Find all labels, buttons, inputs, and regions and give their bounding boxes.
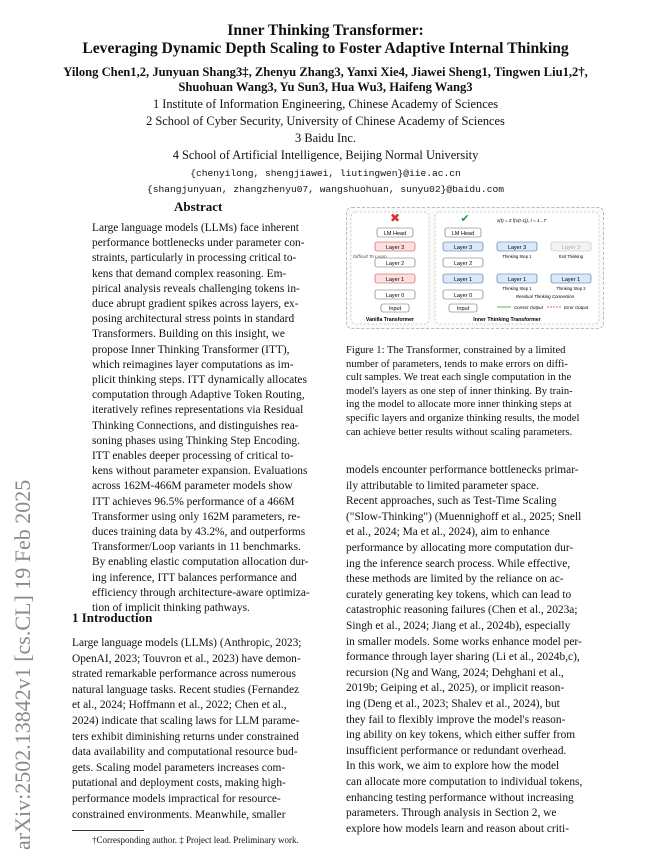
author-list-line2: Shuohuan Wang3, Yu Sun3, Hua Wu3, Haifeng Wang3 bbox=[178, 80, 473, 94]
text-line: kens without parameter expansion. Evaluations bbox=[92, 465, 308, 478]
text-line: ing the model to allocate more inner thinking steps at bbox=[346, 399, 572, 411]
text-line: duce abrupt gradient spikes across layers, ex- bbox=[92, 298, 299, 310]
difficult-label: Difficult To Learn bbox=[353, 254, 387, 259]
itt-layer2-label: Layer 2 bbox=[453, 261, 473, 267]
text-line: ("Slow-Thinking") (Muennighoff et al., 2025; Snell bbox=[346, 510, 582, 523]
vanilla-layer0-label: Layer 0 bbox=[385, 293, 405, 299]
text-line: constrained environments. Meanwhile, smaller bbox=[72, 808, 286, 821]
text-line: ters exhibit diminishing returns under constrained bbox=[72, 730, 299, 743]
text-line: posing architectural stress points in standard bbox=[92, 313, 295, 326]
text-line: strated remarkable performance across numerous bbox=[72, 668, 296, 681]
itt-layer1-step2-label: Layer 1 bbox=[561, 277, 581, 283]
section-heading: 1 Introduction bbox=[72, 610, 153, 625]
text-line: parameters. Through analysis in Section 2, we bbox=[346, 807, 557, 820]
text-line: ily attributable to limited parameter space. bbox=[346, 479, 539, 492]
thinking-step1-label: Thinking Step 1 bbox=[502, 286, 532, 291]
text-line: et al., 2024; Hoffmann et al., 2022; Chen et al., bbox=[72, 699, 287, 712]
footnote: †Corresponding author. ‡ Project lead. Preliminary work. bbox=[92, 835, 299, 845]
error-output-legend: Error Output bbox=[564, 305, 589, 310]
arxiv-identifier: arXiv:2502.13842v1 [cs.CL] 19 Feb 2025 bbox=[10, 479, 35, 850]
text-line: ing inference, ITT balances performance and bbox=[92, 571, 297, 584]
text-line: performance models impractical for resource- bbox=[72, 793, 281, 805]
itt-layer1-label: Layer 1 bbox=[453, 277, 473, 283]
text-line: which reimagines layer computations as im- bbox=[92, 358, 294, 371]
text-line: OpenAI, 2023; Touvron et al., 2023) have demon- bbox=[72, 652, 301, 665]
text-line: efficiency through architecture-aware optimiza- bbox=[92, 586, 310, 599]
text-line: soning phases using Thinking Step Encoding. bbox=[92, 434, 300, 447]
text-line: kens that demand complex reasoning. Em- bbox=[92, 267, 287, 280]
correct-output-legend: Correct Output bbox=[514, 305, 543, 310]
text-line: gets. Scaling model parameters increases com- bbox=[72, 761, 286, 774]
email-line-1: {chenyilong, shengjiawei, liutingwen}@iie.ac.cn bbox=[190, 168, 461, 179]
text-line: explore how models learn and reason about criti- bbox=[346, 822, 569, 835]
text-line: By enabling elastic computation allocation dur- bbox=[92, 556, 309, 569]
text-line: curately generating key tokens, which can lead to bbox=[346, 588, 572, 601]
vanilla-layer3-label: Layer 3 bbox=[385, 245, 405, 251]
text-line: 2024) indicate that scaling laws for LLM parame- bbox=[72, 715, 300, 727]
text-line: these methods are limited by the reliance on ac- bbox=[346, 573, 564, 586]
exit-thinking-label: Exit Thinking bbox=[559, 254, 583, 259]
text-line: models encounter performance bottlenecks primar- bbox=[346, 464, 579, 476]
vanilla-lm-head-label: LM Head bbox=[383, 231, 407, 237]
itt-input-label: Input bbox=[456, 306, 470, 312]
text-line: they fail to flexibly improve the model's reason- bbox=[346, 713, 566, 726]
text-line: In this work, we aim to explore how the model bbox=[346, 760, 560, 773]
text-line: formance through layer sharing (Li et al., 2024b,c), bbox=[346, 651, 580, 664]
affiliation-1: 1 Institute of Information Engineering, Chinese Academy of Sciences bbox=[152, 97, 499, 111]
text-line: across 162M-466M parameter models show bbox=[92, 480, 293, 493]
thinking-step1-label-top: Thinking Step 1 bbox=[502, 254, 532, 259]
abstract-heading: Abstract bbox=[174, 199, 223, 214]
text-line: ing the inference search process. While effective, bbox=[346, 557, 571, 570]
itt-layer3-exit-label: Layer 3 bbox=[561, 245, 581, 251]
text-line: data availability and computational resource bud- bbox=[72, 746, 298, 759]
itt-layer0-label: Layer 0 bbox=[453, 293, 473, 299]
text-line: propose Inner Thinking Transformer (ITT), bbox=[92, 343, 290, 356]
figure-1-diagram bbox=[347, 208, 603, 328]
itt-formula: x(t) = Σ f(x(t-1)), t = 1...T bbox=[497, 218, 547, 223]
footnote-rule bbox=[72, 830, 144, 831]
text-line: plicit thinking steps. ITT dynamically allocates bbox=[92, 374, 307, 386]
affiliation-3: 3 Baidu Inc. bbox=[295, 131, 356, 145]
itt-layer3-label: Layer 3 bbox=[453, 245, 473, 251]
text-line: insufficient performance or redundant overhead. bbox=[346, 744, 567, 757]
text-line: number of parameters, tends to make errors on diffi- bbox=[346, 358, 568, 370]
itt-title: Inner Thinking Transformer bbox=[473, 317, 541, 323]
text-line: Singh et al., 2024; Jiang et al., 2024b), especially bbox=[346, 620, 571, 632]
text-line: ing ability on key tokens, which either suffer from bbox=[346, 729, 576, 742]
text-line: et al., 2024; Ma et al., 2024), aim to enhance bbox=[346, 526, 550, 539]
text-line: Transformer/Loop variants in 11 benchmarks. bbox=[92, 541, 301, 554]
text-line: enhancing testing performance without increasing bbox=[346, 791, 574, 804]
text-line: Transformer using only 162M parameters, re- bbox=[92, 510, 301, 523]
text-line: natural language tasks. Recent studies (Fernandez bbox=[72, 683, 300, 696]
vanilla-layer1-label: Layer 1 bbox=[385, 277, 405, 283]
paper-title-line1: Inner Thinking Transformer: bbox=[227, 22, 424, 39]
paper-title-line2: Leveraging Dynamic Depth Scaling to Foster Adaptive Internal Thinking bbox=[82, 40, 569, 57]
text-line: Transformers. Building on this insight, we bbox=[92, 328, 285, 341]
text-line: performance bottlenecks under parameter con- bbox=[92, 237, 305, 250]
itt-layer3-step1-label: Layer 3 bbox=[507, 245, 527, 251]
text-line: ITT achieves 96.5% performance of a 466M bbox=[92, 495, 295, 508]
text-line: ing (Deng et al., 2023; Shalev et al., 2024), but bbox=[346, 698, 560, 710]
itt-layer1-step1-label: Layer 1 bbox=[507, 277, 527, 283]
text-line: in smaller models. Some works enhance model per- bbox=[346, 635, 582, 648]
vanilla-layer2-label: Layer 2 bbox=[385, 261, 405, 267]
correct-mark-icon: ✔ bbox=[460, 213, 470, 225]
text-line: can achieve better results without scaling parameters. bbox=[346, 426, 573, 438]
email-line-2: {shangjunyuan, zhangzhenyu07, wangshuohuan, sunyu02}@baidu.com bbox=[147, 184, 504, 195]
text-line: ITT enables deeper processing of critical to- bbox=[92, 450, 294, 462]
affiliation-4: 4 School of Artificial Intelligence, Beijing Normal University bbox=[172, 148, 479, 162]
text-line: Large language models (LLMs) face inherent bbox=[92, 222, 299, 234]
text-line: tion of implicit thinking pathways. bbox=[92, 602, 250, 614]
text-line: iteratively refines representations via Residual bbox=[92, 404, 304, 417]
text-line: Figure 1: The Transformer, constrained by a limited bbox=[346, 345, 566, 356]
text-line: model's layers as one step of inner thinking. By train- bbox=[346, 385, 573, 397]
text-line: straints, particularly in processing critical to- bbox=[92, 252, 297, 265]
text-line: Recent approaches, such as Test-Time Scaling bbox=[346, 495, 557, 508]
figure-1 bbox=[346, 207, 604, 329]
text-line: catastrophic reasoning failures (Chen et al., 2023a; bbox=[346, 604, 578, 617]
text-line: computation through Adaptive Token Routing, bbox=[92, 389, 305, 402]
author-list-line1: Yilong Chen1,2, Junyuan Shang3‡, Zhenyu Zhang3, Yanxi Xie4, Jiawei Sheng1, Tingwen Liu1,2†, bbox=[63, 65, 588, 79]
text-line: performance by allocating more computation dur- bbox=[346, 542, 574, 554]
thinking-step2-label: Thinking Step 2 bbox=[556, 286, 586, 291]
text-line: Thinking Connections, and distinguishes rea- bbox=[92, 419, 299, 432]
affiliation-2: 2 School of Cyber Security, University of Chinese Academy of Sciences bbox=[146, 114, 505, 128]
vanilla-title: Vanilla Transformer bbox=[365, 317, 415, 323]
residual-connection-label: Residual Thinking Connection bbox=[515, 294, 575, 299]
error-mark-icon: ✖ bbox=[389, 211, 401, 225]
text-line: specific layers and organize thinking results, the model bbox=[346, 413, 580, 424]
text-line: duces training data by 43.2%, and outperforms bbox=[92, 526, 306, 538]
text-line: pirical analysis reveals challenging tokens in- bbox=[92, 282, 300, 295]
text-line: Large language models (LLMs) (Anthropic, 2023; bbox=[72, 637, 302, 649]
text-line: putational and deployment costs, making high- bbox=[72, 777, 286, 790]
text-line: can allocate more computation to individual tokens, bbox=[346, 776, 583, 788]
vanilla-input-label: Input bbox=[388, 306, 402, 312]
text-line: 2019b; Geiping et al., 2025), or implicit reason- bbox=[346, 682, 565, 695]
text-line: cult samples. We treat each single computation in the bbox=[346, 372, 572, 384]
text-line: recursion (Ng and Wang, 2024; Dehghani et al., bbox=[346, 666, 564, 679]
itt-lm-head-label: LM Head bbox=[451, 231, 475, 237]
